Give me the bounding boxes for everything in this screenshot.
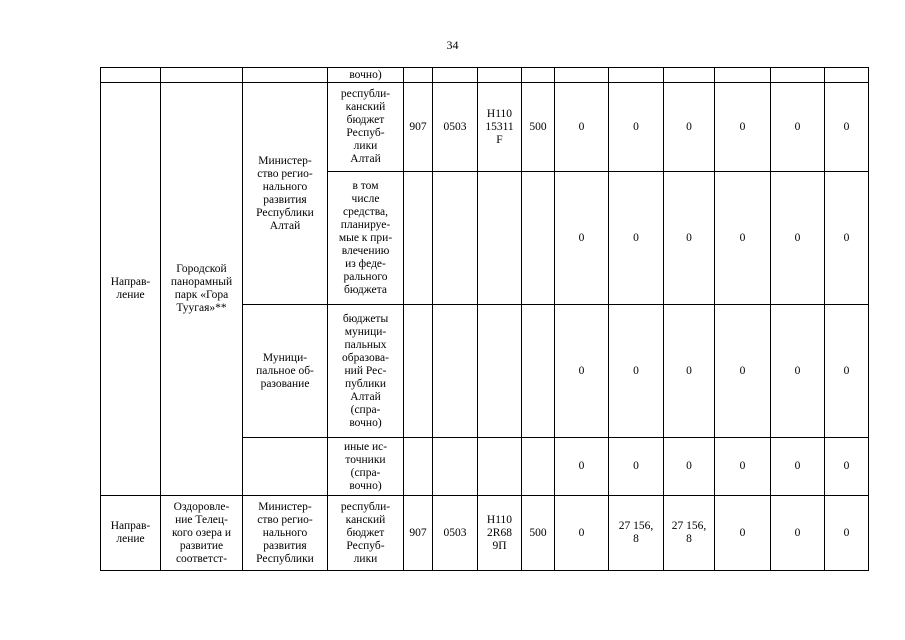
cell-year-6: 0: [825, 172, 869, 305]
cell-year-4: 0: [715, 305, 771, 438]
cell-source: республи- канский бюджет Респуб- лики Алтай: [328, 83, 404, 172]
cell-csr: Н110 15311 F: [478, 83, 522, 172]
cell-year-3: 0: [664, 438, 715, 496]
cell-grbs: [404, 68, 433, 83]
cell-year-3: [664, 68, 715, 83]
cell-category: [101, 68, 161, 83]
cell-year-1: [555, 68, 609, 83]
cell-category: Направ- ление: [101, 83, 161, 496]
cell-name: [161, 68, 243, 83]
cell-grbs: [404, 438, 433, 496]
cell-executor: Министер- ство регио- нального развития Республики: [243, 496, 328, 571]
cell-year-1: 0: [555, 496, 609, 571]
cell-source: в том числе средства, планируе- мые к при- влечению из феде- рального бюджета: [328, 172, 404, 305]
cell-year-1: 0: [555, 172, 609, 305]
cell-year-1: 0: [555, 305, 609, 438]
cell-year-6: 0: [825, 83, 869, 172]
cell-grbs: [404, 172, 433, 305]
cell-vr: 500: [522, 496, 555, 571]
cell-source: республи- канский бюджет Респуб- лики: [328, 496, 404, 571]
cell-vr: [522, 172, 555, 305]
cell-rz: 0503: [433, 496, 478, 571]
cell-category: Направ- ление: [101, 496, 161, 571]
cell-executor: [243, 68, 328, 83]
cell-year-5: 0: [771, 438, 825, 496]
cell-executor: Муници- пальное об- разование: [243, 305, 328, 438]
cell-year-4: 0: [715, 83, 771, 172]
cell-csr: [478, 305, 522, 438]
page-number: 34: [446, 38, 459, 52]
cell-vr: [522, 68, 555, 83]
cell-year-5: [771, 68, 825, 83]
cell-rz: [433, 68, 478, 83]
cell-name: Оздоровле- ние Телец- кого озера и развитие соответст-: [161, 496, 243, 571]
cell-year-4: 0: [715, 496, 771, 571]
cell-year-6: [825, 68, 869, 83]
cell-year-1: 0: [555, 83, 609, 172]
cell-csr: Н110 2R68 9П: [478, 496, 522, 571]
cell-csr: [478, 68, 522, 83]
cell-year-5: 0: [771, 172, 825, 305]
cell-executor: Министер- ство регио- нального развития Республики Алтай: [243, 83, 328, 305]
cell-grbs: 907: [404, 496, 433, 571]
cell-year-6: 0: [825, 305, 869, 438]
cell-grbs: [404, 305, 433, 438]
cell-year-2: 27 156, 8: [609, 496, 664, 571]
cell-csr: [478, 172, 522, 305]
cell-year-5: 0: [771, 305, 825, 438]
table-row: [101, 68, 869, 83]
cell-vr: [522, 438, 555, 496]
cell-year-2: 0: [609, 438, 664, 496]
cell-source: вочно): [328, 68, 404, 83]
budget-table: [100, 67, 869, 571]
cell-year-5: 0: [771, 496, 825, 571]
cell-year-2: 0: [609, 172, 664, 305]
cell-year-3: 27 156, 8: [664, 496, 715, 571]
cell-vr: 500: [522, 83, 555, 172]
cell-executor: [243, 438, 328, 496]
cell-year-2: [609, 68, 664, 83]
cell-rz: [433, 172, 478, 305]
table-row: [101, 83, 869, 172]
cell-rz: [433, 438, 478, 496]
cell-grbs: 907: [404, 83, 433, 172]
cell-year-2: 0: [609, 305, 664, 438]
cell-year-6: 0: [825, 438, 869, 496]
cell-year-3: 0: [664, 305, 715, 438]
cell-csr: [478, 438, 522, 496]
cell-rz: 0503: [433, 83, 478, 172]
cell-year-1: 0: [555, 438, 609, 496]
cell-year-3: 0: [664, 172, 715, 305]
cell-year-6: 0: [825, 496, 869, 571]
cell-source: иные ис- точники (спра- вочно): [328, 438, 404, 496]
cell-source: бюджеты муници- пальных образова- ний Рес- публики Алтай (спра- вочно): [328, 305, 404, 438]
cell-year-4: 0: [715, 438, 771, 496]
cell-year-3: 0: [664, 83, 715, 172]
cell-year-2: 0: [609, 83, 664, 172]
cell-year-4: 0: [715, 172, 771, 305]
table-row: [101, 496, 869, 571]
cell-name: Городской панорамный парк «Гора Туугая»**: [161, 83, 243, 496]
cell-vr: [522, 305, 555, 438]
cell-year-5: 0: [771, 83, 825, 172]
cell-rz: [433, 305, 478, 438]
cell-year-4: [715, 68, 771, 83]
